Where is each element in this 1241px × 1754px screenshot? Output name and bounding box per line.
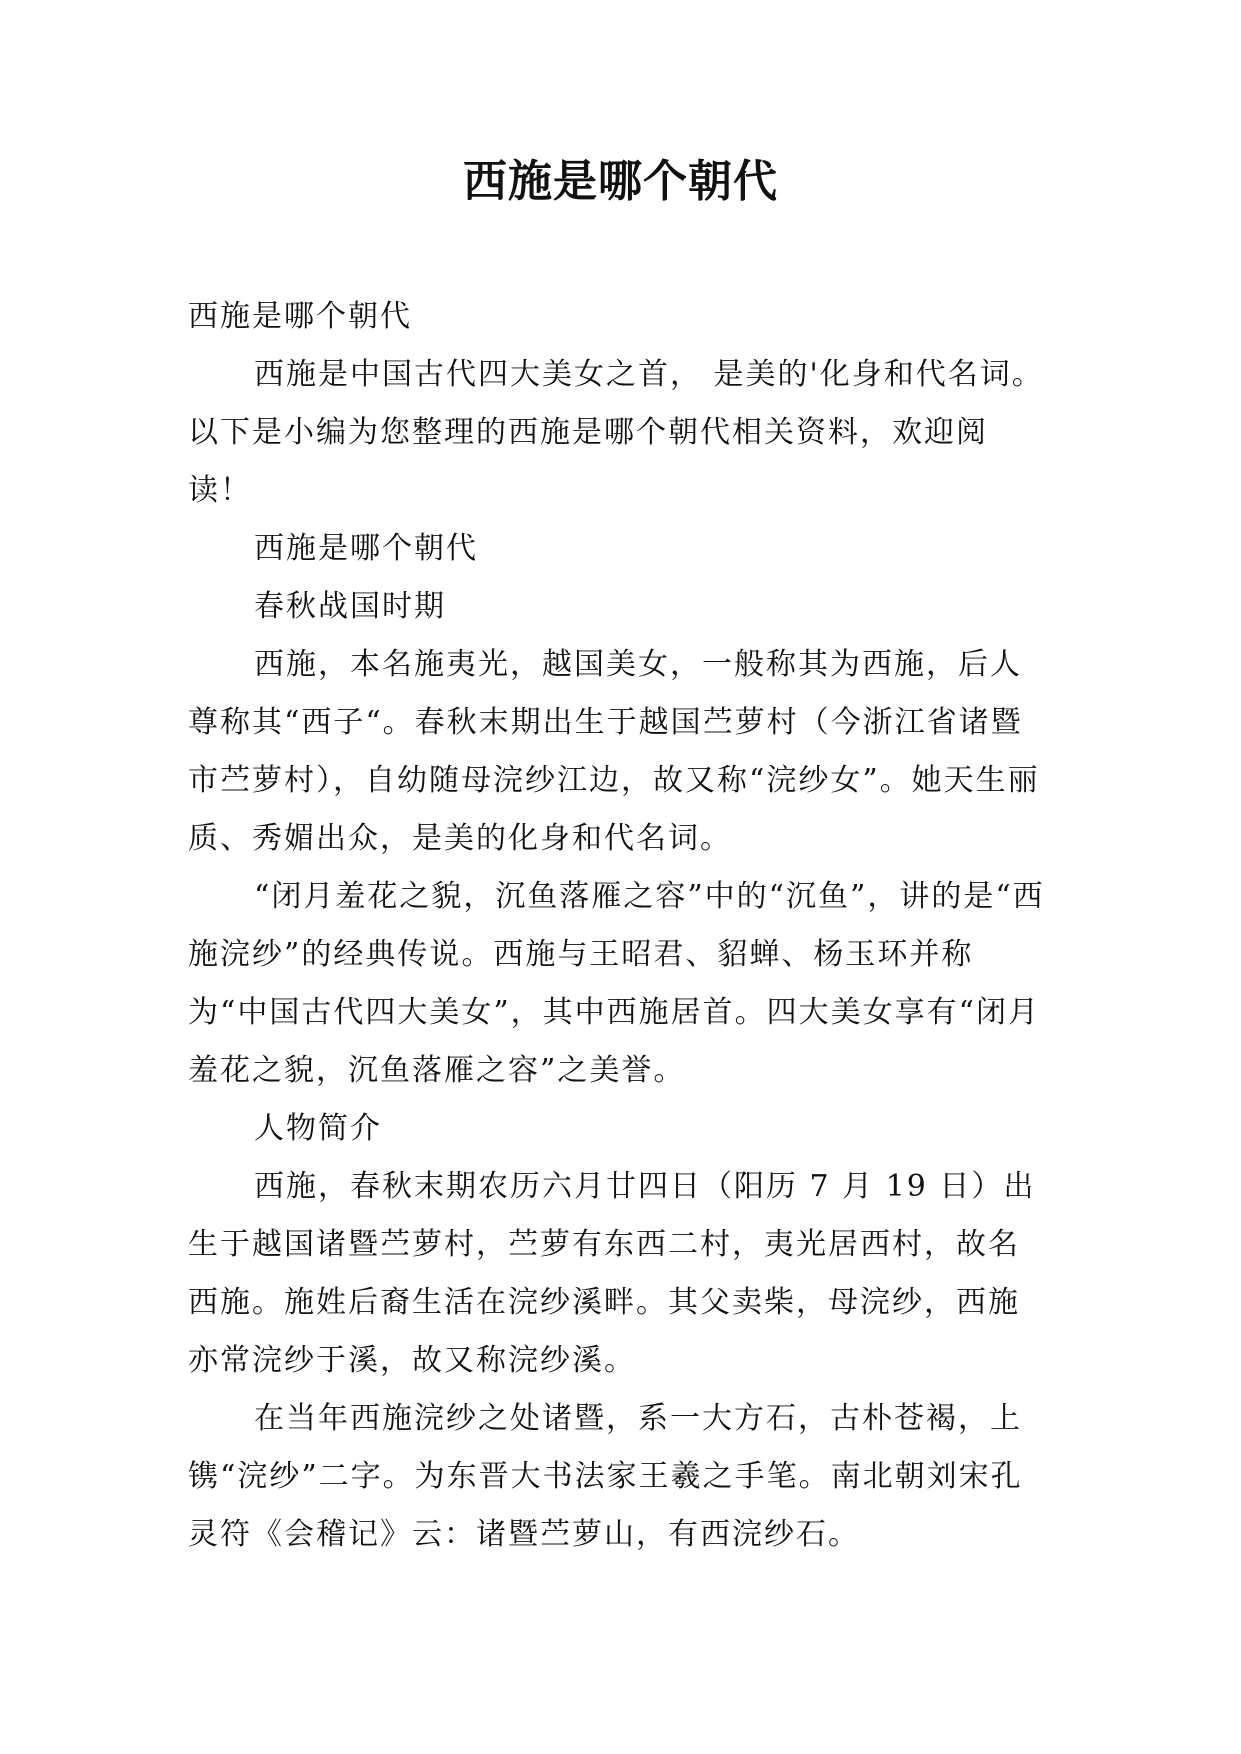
document-body xyxy=(188,288,1046,1564)
paragraph-legend: “闭月羞花之貌，沉鱼落雁之容”中的“沉鱼”，讲的是“西施浣纱”的经典传说。西施与王昭君、貂蝉、杨玉环并称为“中国古代四大美女”，其中西施居首。四大美女享有“闭月羞花之貌，沉鱼落雁之容”之美誉。 xyxy=(188,879,1045,1088)
paragraph-stone: 在当年西施浣纱之处诸暨，系一大方石，古朴苍褐，上镌“浣纱”二字。为东晋大书法家王羲之手笔。南北朝刘宋孔灵符《会稽记》云：诸暨苎萝山，有西浣纱石。 xyxy=(188,1401,1023,1552)
paragraph-intro: 西施是中国古代四大美女之首， 是美的'化身和代名词。以下是小编为您整理的西施是哪个朝代相关资料，欢迎阅读！ xyxy=(188,357,1044,508)
document-title: 西施是哪个朝代 xyxy=(463,156,778,207)
paragraph-answer: 春秋战国时期 xyxy=(254,589,446,624)
paragraph-question: 西施是哪个朝代 xyxy=(254,531,478,566)
paragraph-profile-heading: 人物简介 xyxy=(254,1111,382,1146)
paragraph-profile: 西施，春秋末期农历六月廿四日（阳历 7 月 19 日）出生于越国诸暨苎萝村，苎萝有东西二村，夷光居西村，故名西施。施姓后裔生活在浣纱溪畔。其父卖柴，母浣纱，西施亦常浣纱于溪，故又称浣纱溪。 xyxy=(188,1169,1036,1378)
paragraph-biography: 西施，本名施夷光，越国美女，一般称其为西施，后人尊称其“西子“。春秋末期出生于越国苎萝村（今浙江省诸暨市苎萝村），自幼随母浣纱江边，故又称“浣纱女”。她天生丽质、秀媚出众，是美的化身和代名词。 xyxy=(188,647,1040,856)
paragraph-heading: 西施是哪个朝代 xyxy=(188,299,412,334)
